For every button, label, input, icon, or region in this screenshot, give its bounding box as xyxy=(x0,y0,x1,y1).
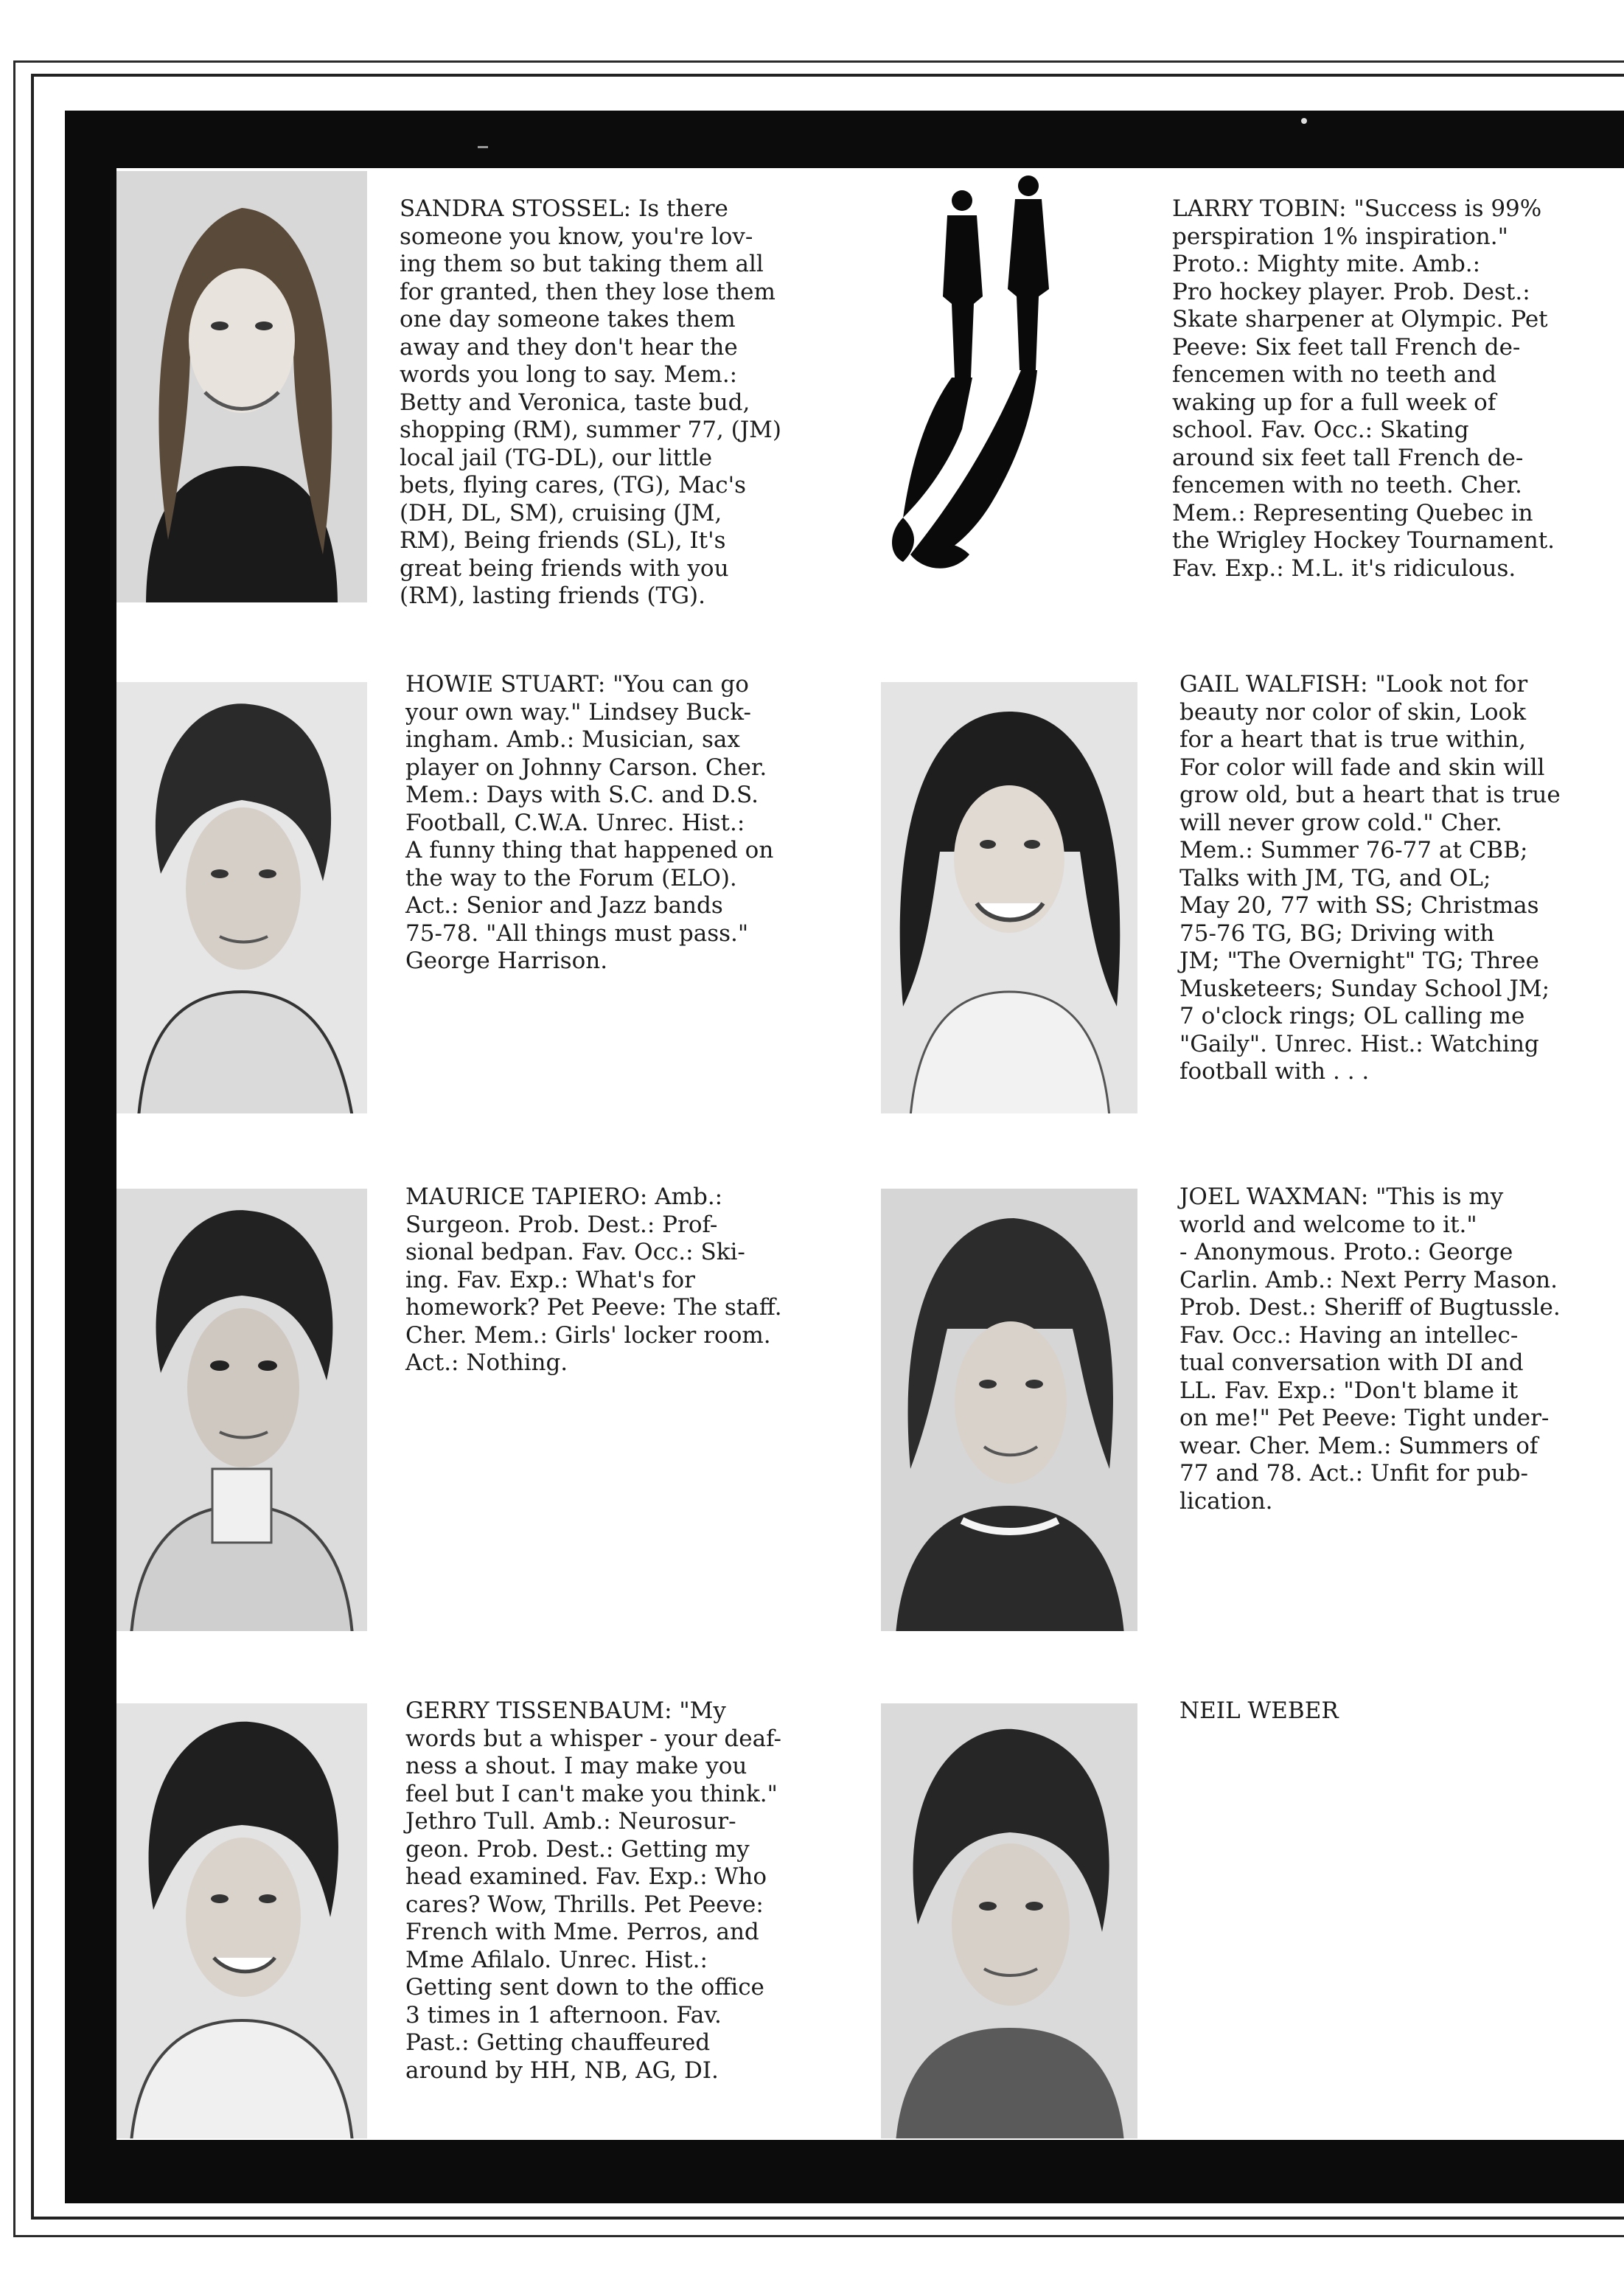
entry-gerry-tissenbaum: GERRY TISSENBAUM: "My words but a whisper - your deaf- ness a shout. I may make you feel but I can't make you think." Jethro Tull. Amb.: Neurosur- geon. Prob. Dest.: Getting my head examined. Fav. Exp.: Who cares? Wow, Thrills. Pet Peeve: French with Mme. Perros, and Mme Afilalo. Unrec. Hist.: Getting sent down to the office 3 times in 1 afternoon. Fav. Past.: Getting chauffeured around by HH, NB, AG, DI. xyxy=(405,1697,781,2084)
photo-howie-stuart xyxy=(116,682,367,1113)
entry-maurice-tapiero: MAURICE TAPIERO: Amb.: Surgeon. Prob. Dest.: Prof- sional bedpan. Fav. Occ.: Ski- ing. Fav. Exp.: What's for homework? Pet Peeve: The staff. Cher. Mem.: Girls' locker room. Act.: Nothing. xyxy=(405,1184,782,1376)
photo-joel-waxman xyxy=(881,1189,1137,1631)
photo-larry-tobin-silhouette xyxy=(881,171,1076,584)
left-black-band xyxy=(65,111,116,2203)
photo-maurice-tapiero xyxy=(116,1189,367,1631)
entry-sandra-stossel: SANDRA STOSSEL: Is there someone you know, you're lov- ing them so but taking them all for granted, then they lose them one day someone takes them away and they don't hear the words you long to say. Mem.: Betty and Veronica, taste bud, shopping (RM), summer 77, (JM) local jail (TG-DL), our little bets, flying cares, (TG), Mac's (DH, DL, SM), cruising (JM, RM), Being friends (SL), It's great being friends with you (RM), lasting friends (TG). xyxy=(400,195,781,609)
entry-joel-waxman: JOEL WAXMAN: "This is my world and welcome to it." - Anonymous. Proto.: George Carlin. Amb.: Next Perry Mason. Prob. Dest.: Sheriff of Bugtussle. Fav. Occ.: Having an intellec- tual conversation with DI and LL. Fav. Exp.: "Don't blame it on me!" Pet Peeve: Tight under- wear. Cher. Mem.: Summers of 77 and 78. Act.: Unfit for pub- lication. xyxy=(1179,1184,1561,1515)
print-mark xyxy=(478,146,488,148)
photo-neil-weber xyxy=(881,1703,1137,2138)
photo-sandra-stossel xyxy=(116,171,367,602)
entry-neil-weber: NEIL WEBER xyxy=(1179,1697,1339,1724)
photo-gail-walfish xyxy=(881,682,1137,1113)
print-speck xyxy=(1301,118,1307,124)
entry-howie-stuart: HOWIE STUART: "You can go your own way." Lindsey Buck- ingham. Amb.: Musician, sax player on Johnny Carson. Cher. Mem.: Days with S.C. and D.S. Football, C.W.A. Unrec. Hist.: A funny thing that happened on the way to the Forum (ELO). Act.: Senior and Jazz bands 75-78. "All things must pass." George Harrison. xyxy=(405,671,774,974)
entry-larry-tobin: LARRY TOBIN: "Success is 99% perspiration 1% inspiration." Proto.: Mighty mite. Amb.: Pro hockey player. Prob. Dest.: Skate sharpener at Olympic. Pet Peeve: Six feet tall French de- fencemen with no teeth and waking up for a full week of school. Fav. Occ.: Skating around six feet tall French de- fencemen with no teeth. Cher. Mem.: Representing Quebec in the Wrigley Hockey Tournament. Fav. Exp.: M.L. it's ridiculous. xyxy=(1172,195,1555,582)
top-black-band xyxy=(65,111,1624,168)
photo-gerry-tissenbaum xyxy=(116,1703,367,2138)
entry-gail-walfish: GAIL WALFISH: "Look not for beauty nor color of skin, Look for a heart that is true within, For color will fade and skin will grow old, but a heart that is true will never grow cold." Cher. Mem.: Summer 76-77 at CBB; Talks with JM, TG, and OL; May 20, 77 with SS; Christmas 75-76 TG, BG; Driving with JM; "The Overnight" TG; Three Musketeers; Sunday School JM; 7 o'clock rings; OL calling me "Gaily". Unrec. Hist.: Watching football with . . . xyxy=(1179,671,1561,1085)
bottom-black-band xyxy=(65,2140,1624,2203)
